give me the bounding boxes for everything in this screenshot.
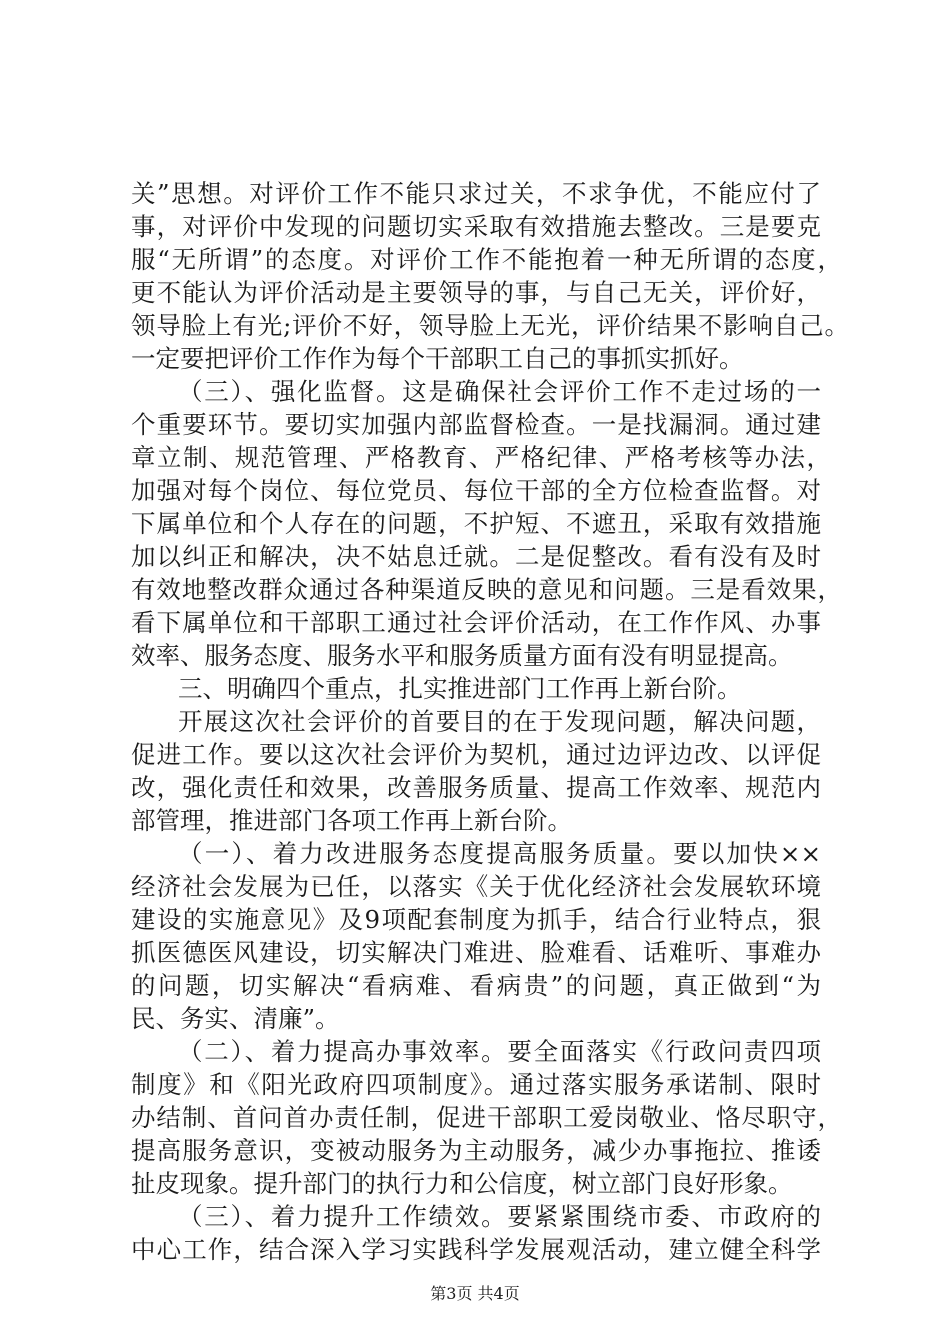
text-line: 更不能认为评价活动是主要领导的事，与自己无关，评价好， <box>131 278 821 307</box>
text-line: 个重要环节。要切实加强内部监督检查。一是找漏洞。通过建 <box>131 410 821 439</box>
text-line: 章立制、规范管理、严格教育、严格纪律、严格考核等办法， <box>131 443 831 472</box>
text-line: 事，对评价中发现的问题切实采取有效措施去整改。三是要克 <box>131 212 821 241</box>
text-line: （三）、强化监督。这是确保社会评价工作不走过场的一 <box>178 377 821 406</box>
text-line: 加强对每个岗位、每位党员、每位干部的全方位检查监督。对 <box>131 476 821 505</box>
text-line: 扯皮现象。提升部门的执行力和公信度，树立部门良好形象。 <box>131 1169 793 1198</box>
text-line: 下属单位和个人存在的问题，不护短、不遮丑，采取有效措施 <box>131 509 821 538</box>
text-line: 改，强化责任和效果，改善服务质量、提高工作效率、规范内 <box>131 773 821 802</box>
text-line: （二）、着力提高办事效率。要全面落实《行政问责四项 <box>178 1037 821 1066</box>
text-line: 的问题，切实解决“看病难、看病贵”的问题，真正做到“为 <box>131 971 821 1000</box>
text-line: 有效地整改群众通过各种渠道反映的意见和问题。三是看效果， <box>131 575 842 604</box>
text-line: （一）、着力改进服务态度提高服务质量。要以加快×× <box>178 839 821 868</box>
text-line: 抓医德医风建设，切实解决门难进、脸难看、话难听、事难办 <box>131 938 821 967</box>
text-line: 制度》和《阳光政府四项制度》。通过落实服务承诺制、限时 <box>131 1070 821 1099</box>
text-line: 领导脸上有光;评价不好，领导脸上无光，评价结果不影响自己。 <box>131 311 849 340</box>
text-line: 关”思想。对评价工作不能只求过关，不求争优，不能应付了 <box>131 179 821 208</box>
section-heading: 三、明确四个重点，扎实推进部门工作再上新台阶。 <box>178 674 742 703</box>
text-line: 服“无所谓”的态度。对评价工作不能抱着一种无所谓的态度， <box>131 245 842 274</box>
text-line: 效率、服务态度、服务水平和服务质量方面有没有明显提高。 <box>131 641 793 670</box>
text-line: 看下属单位和干部职工通过社会评价活动，在工作作风、办事 <box>131 608 821 637</box>
text-line: 提高服务意识，变被动服务为主动服务，减少办事拖拉、推诿 <box>131 1136 821 1165</box>
text-line: 加以纠正和解决，决不姑息迁就。二是促整改。看有没有及时 <box>131 542 821 571</box>
text-line: 一定要把评价工作作为每个干部职工自己的事抓实抓好。 <box>131 344 744 373</box>
text-line: 建设的实施意见》及9项配套制度为抓手，结合行业特点，狠 <box>131 905 821 934</box>
text-line: 中心工作，结合深入学习实践科学发展观活动，建立健全科学 <box>131 1235 821 1264</box>
text-line: 办结制、首问首办责任制，促进干部职工爱岗敬业、恪尽职守， <box>131 1103 842 1132</box>
text-line: 促进工作。要以这次社会评价为契机，通过边评边改、以评促 <box>131 740 821 769</box>
page-number: 第3页 共4页 <box>430 1284 520 1303</box>
text-line: （三）、着力提升工作绩效。要紧紧围绕市委、市政府的 <box>178 1202 821 1231</box>
text-line: 民、务实、清廉”。 <box>131 1004 340 1033</box>
text-line: 经济社会发展为已任，以落实《关于优化经济社会发展软环境 <box>131 872 821 901</box>
text-line: 开展这次社会评价的首要目的在于发现问题，解决问题， <box>178 707 821 736</box>
text-line: 部管理，推进部门各项工作再上新台阶。 <box>131 806 572 835</box>
